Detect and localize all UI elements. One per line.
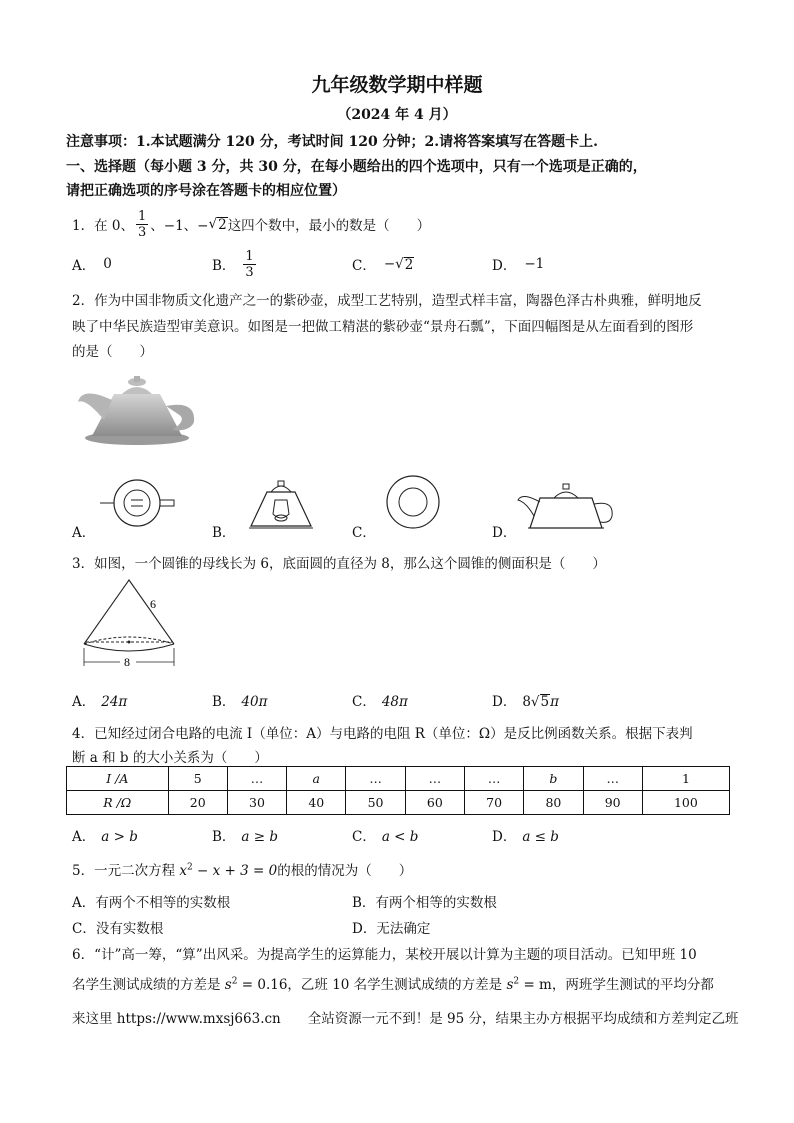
cone-slant-label: 6	[150, 597, 156, 611]
q4-a-value: a > b	[101, 829, 138, 845]
q3-c-label: C．	[352, 694, 376, 710]
q1-a-label: A．	[72, 258, 96, 274]
q1-a-value: 0	[103, 256, 112, 272]
q6-line2-part2: = 0.16，乙班 10 名学生测试成绩的方差是	[237, 977, 507, 993]
q1-fraction	[136, 209, 148, 240]
q3-d-coef: 8	[522, 694, 531, 710]
q1-b-label: B．	[212, 258, 236, 274]
q5-option-b[interactable]: B．有两个相等的实数根	[352, 895, 497, 911]
q1-mid: 、−1、−	[150, 218, 209, 234]
table-cell: 1	[642, 767, 729, 791]
q1-b-den: 3	[245, 264, 254, 280]
q6-line2	[72, 973, 714, 993]
q2-line3: 的是（ ）	[72, 344, 153, 360]
q2-figure-a	[98, 478, 176, 528]
q4-b-value: a ≥ b	[241, 829, 279, 845]
q2-option-a[interactable]: A．	[72, 525, 96, 541]
q4-option-a[interactable]	[72, 825, 138, 845]
q1-option-b[interactable]	[212, 247, 258, 281]
q6-line1: 6．“计”高一筹，“算”出风采。为提高学生的运算能力，某校开展以计算为主题的项目活动。已知甲班 10	[72, 947, 697, 963]
table-cell: I /A	[67, 767, 169, 791]
table-row	[67, 791, 730, 815]
q2-figure-c	[385, 474, 441, 530]
table-cell: …	[464, 767, 523, 791]
q5-prefix: 5．一元二次方程	[72, 863, 180, 879]
q2-line2: 映了中华民族造型审美意识。如图是一把做工精湛的紫砂壶“景舟石瓢”，下面四幅图是从左面看到的图形	[72, 319, 694, 335]
q4-d-label: D．	[492, 829, 517, 845]
section-heading-line1: 一、选择题（每小题 3 分，共 30 分，在每小题给出的四个选项中，只有一个选项是正确的，	[66, 159, 647, 175]
table-cell: a	[287, 767, 346, 791]
q1-b-num: 1	[245, 248, 254, 264]
q3-option-a[interactable]	[72, 690, 127, 710]
q3-b-value: 40π	[241, 694, 268, 710]
q1-option-a[interactable]	[72, 247, 112, 281]
q2-option-b[interactable]: B．	[212, 525, 236, 541]
q1-d-value: −1	[524, 256, 545, 272]
teapot-image	[74, 372, 200, 448]
table-cell: 40	[287, 791, 346, 815]
notice: 注意事项：1.本试题满分 120 分，考试时间 120 分钟；2.请将答案填写在答题卡上.	[66, 134, 599, 150]
q5-option-a[interactable]: A．有两个不相等的实数根	[72, 895, 231, 911]
cone-diameter-label: 8	[124, 655, 130, 669]
sqrt-icon: √	[530, 694, 540, 710]
page-title: 九年级数学期中样题	[311, 74, 483, 96]
q3-option-d[interactable]	[492, 690, 559, 710]
q1-frac-den: 3	[137, 224, 147, 240]
q6-line2-part1: 名学生测试成绩的方差是	[72, 977, 225, 993]
q1-prefix: 1．在 0、	[72, 218, 134, 234]
q2-option-d[interactable]: D．	[492, 525, 517, 541]
table-cell: 90	[583, 791, 642, 815]
table-cell: 5	[168, 767, 227, 791]
q5-eq-exponent: 2	[187, 862, 193, 873]
q1-c-label: C．	[352, 258, 376, 274]
table-cell: R /Ω	[67, 791, 169, 815]
q5-option-d[interactable]: D．无法确定	[352, 921, 431, 937]
question-5	[72, 859, 412, 879]
q6-exponent-1: 2	[231, 976, 238, 987]
q1-c-sign: −	[383, 256, 396, 272]
q1-c-radicand: 2	[404, 256, 414, 273]
q2-figure-d	[516, 476, 616, 532]
table-cell: 100	[642, 791, 729, 815]
table-cell: b	[524, 767, 583, 791]
table-cell: …	[346, 767, 405, 791]
q3-option-c[interactable]	[352, 690, 408, 710]
table-cell: 20	[168, 791, 227, 815]
q3-b-label: B．	[212, 694, 236, 710]
q4-option-d[interactable]	[492, 825, 559, 845]
q1-frac-num: 1	[137, 208, 147, 224]
exam-date: （2024 年 4 月）	[337, 107, 457, 123]
q3-c-value: 48π	[381, 694, 408, 710]
q2-option-c[interactable]: C．	[352, 525, 376, 541]
table-cell: 70	[464, 791, 523, 815]
sqrt-icon: √	[208, 216, 218, 232]
current-resistance-table	[66, 766, 730, 815]
q4-option-c[interactable]	[352, 825, 418, 845]
q5-suffix: 的根的情况为（ ）	[277, 863, 413, 879]
q1-b-fraction	[243, 249, 255, 280]
q6-exponent-2: 2	[513, 976, 520, 987]
q4-option-b[interactable]	[212, 825, 278, 845]
q1-radicand: 2	[218, 216, 227, 233]
table-row	[67, 767, 730, 791]
q1-option-d[interactable]	[492, 247, 544, 281]
q3-text: 3．如图，一个圆锥的母线长为 6，底面圆的直径为 8，那么这个圆锥的侧面积是（ ）	[72, 556, 606, 572]
q6-variance-symbol-1: s	[224, 977, 232, 993]
table-cell: …	[583, 767, 642, 791]
question-1	[72, 207, 430, 241]
q1-d-label: D．	[492, 258, 517, 274]
q4-c-value: a < b	[381, 829, 419, 845]
table-cell: …	[405, 767, 464, 791]
q4-c-label: C．	[352, 829, 376, 845]
q3-a-label: A．	[72, 694, 96, 710]
cone-figure	[80, 578, 180, 670]
q2-line1: 2．作为中国非物质文化遗产之一的紫砂壶，成型工艺特别，造型式样丰富，陶器色泽古朴典雅，鲜明地反	[72, 293, 702, 309]
q5-option-c[interactable]: C．没有实数根	[72, 921, 164, 937]
table-cell: 80	[524, 791, 583, 815]
q3-option-b[interactable]	[212, 690, 267, 710]
q6-variance-symbol-2: s	[506, 977, 514, 993]
q1-option-c[interactable]	[352, 247, 414, 281]
q3-d-radicand: 5	[540, 694, 550, 710]
table-cell: 60	[405, 791, 464, 815]
table-cell: 30	[227, 791, 286, 815]
q2-figure-b	[245, 478, 317, 534]
q3-a-value: 24π	[101, 694, 128, 710]
q4-d-value: a ≤ b	[522, 829, 559, 845]
q6-line2-part3: = m，两班学生测试的平均分都	[519, 977, 714, 993]
q4-a-label: A．	[72, 829, 96, 845]
q3-d-label: D．	[492, 694, 517, 710]
q5-eq-rest: − x + 3 = 0	[192, 863, 278, 879]
q5-eq-x: x	[179, 863, 188, 879]
q4-b-label: B．	[212, 829, 236, 845]
sqrt-icon: √	[395, 256, 404, 272]
q3-d-pi: π	[550, 694, 559, 710]
q1-suffix: 这四个数中，最小的数是（ ）	[227, 218, 431, 234]
q4-line2: 断 a 和 b 的大小关系为（ ）	[72, 750, 268, 766]
table-cell: …	[227, 767, 286, 791]
section-heading-line2: 请把正确选项的序号涂在答题卡的相应位置）	[66, 183, 346, 199]
table-cell: 50	[346, 791, 405, 815]
q6-line3: 来这里 https://www.mxsj663.cn 全站资源一元不到！是 95 分，结果主办方根据平均成绩和方差判定乙班	[72, 1011, 739, 1027]
q4-line1: 4．已知经过闭合电路的电流 I（单位：A）与电路的电阻 R（单位：Ω）是反比例函数关系。根据下表判	[72, 726, 693, 742]
